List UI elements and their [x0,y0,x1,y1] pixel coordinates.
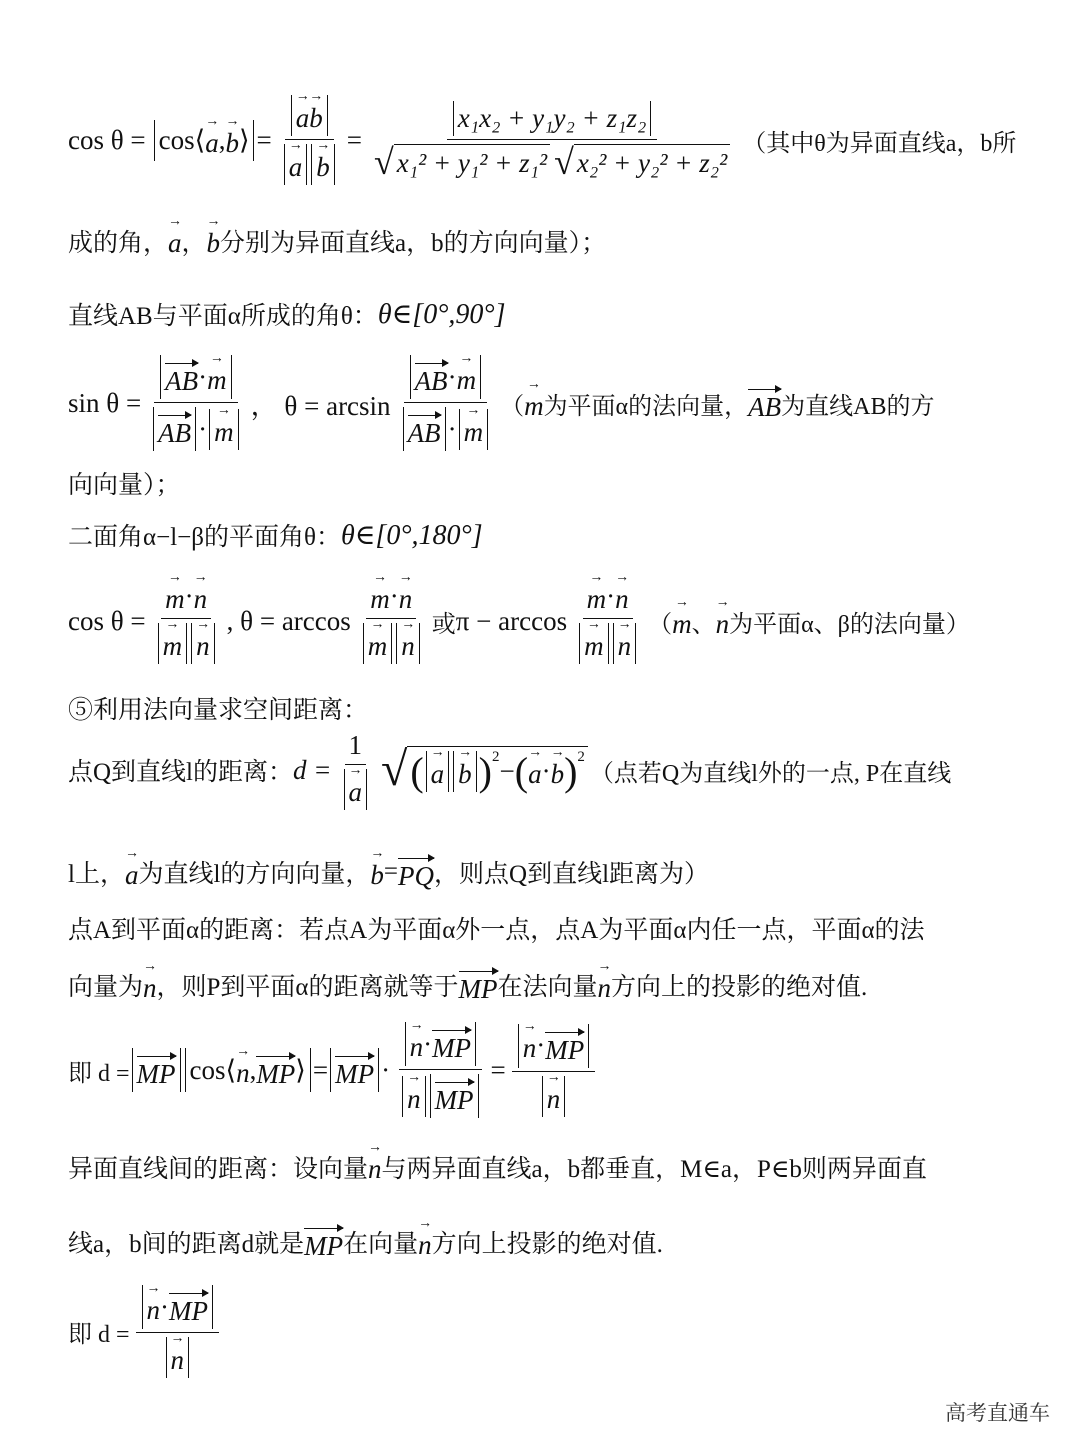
vector-n: n → [716,603,730,640]
text: 点Q到直线l的距离： [68,759,294,786]
text: · [389,581,399,611]
text: = [256,124,272,155]
text: · [423,1028,433,1059]
text: ⑤利用法向量求空间距离： [68,697,369,724]
text: = [490,1054,506,1085]
text: （ [500,393,525,420]
text: ( [514,748,529,794]
vector-b: b → [458,753,472,790]
text: （其中θ为异面直线a，b所 [742,130,1017,157]
text: 成的角， [68,229,169,257]
text: ，则P到平面α的距离就等于 [156,974,459,1001]
text: − [499,756,515,786]
vector-a: a → [431,753,445,790]
text: 在向量 [343,1231,419,1258]
text: 向向量）； [68,472,181,499]
vector-MP: MP [432,1030,471,1064]
text: ) [564,748,578,794]
text: = [383,858,399,885]
text: 1 [345,730,367,765]
fraction [512,1024,595,1117]
vector-PQ: PQ [398,858,434,892]
text: · [160,1291,170,1322]
text: = [346,124,362,155]
vector-m: m → [672,603,692,640]
text: · [198,413,208,444]
fraction [357,578,426,664]
vector-a: a → [296,97,310,134]
vector-n: n → [547,1078,561,1115]
text-line [68,1148,927,1185]
text: 、 [691,611,716,638]
vector-n: n → [196,625,210,662]
formula-point-line-distance [68,730,951,810]
text: 为直线AB的方 [781,393,935,420]
vector-a: a → [349,771,363,808]
text: ， θ = arcsin [250,390,391,421]
vector-AB: AB [165,363,198,397]
vector-a: a → [125,854,139,891]
vector-n: n → [598,967,612,1004]
fraction: x₁x₂ + y₁y₂ + z₁z₂ √ x₁² + y₁² + z₁² √ x₂² + y₂² + z₂² [368,101,736,180]
vector-n: n → [171,1339,185,1376]
vector-m: m → [587,578,607,615]
text: · [447,413,457,444]
text: x₂² + y₂² + z₂² [574,144,730,180]
text: · [606,581,616,611]
vector-n: n → [147,1289,161,1326]
vector-n: n → [399,578,413,615]
formula-point-plane-distance [68,1022,601,1118]
vector-b: b → [309,97,323,134]
vector-MP: MP [459,971,498,1005]
vector-b: b → [551,753,565,790]
vector-MP: MP [435,1082,474,1116]
text: , [218,124,226,155]
vector-b: b → [316,146,330,183]
text-line [68,222,606,259]
vector-m: m → [370,578,390,615]
text: cos θ = [68,605,146,636]
abs [154,120,255,161]
text: 向量为 [68,974,144,1001]
text: cos⟨ [158,124,206,155]
text: x₁x₂ + y₁y₂ + z₁z₂ [453,101,652,136]
text-line [68,517,483,553]
text: （点若Q为直线l外的一点, P在直线 [589,760,952,787]
vector-n: n → [418,1224,432,1261]
vector-m: m → [214,411,234,448]
vector-MP: MP [169,1293,208,1327]
text-line [68,965,867,1005]
text: 2 [577,749,585,765]
vector-m: m → [457,359,477,396]
fraction [338,730,374,810]
formula-skew-lines-angle [68,95,1016,185]
text: 与两异面直线a，b都垂直，M∈a，P∈b则两异面直 [381,1155,927,1183]
text: 即 d = [68,1060,130,1087]
text: , θ = arccos [226,605,351,636]
text: 二面角α−l−β的平面角θ： [68,524,341,551]
formula-dihedral-angle [68,578,970,664]
text: ⟩ [295,1054,306,1085]
fraction [147,355,245,451]
vector-m: m → [584,625,604,662]
vector-AB: AB [748,389,781,423]
vector-n: n → [615,578,629,615]
text: （ [648,611,673,638]
vector-b: b → [370,854,384,891]
text-line [68,1222,663,1262]
text: ， [181,229,207,257]
text: = [312,1054,329,1085]
vector-AB: AB [158,415,191,449]
vector-MP: MP [335,1056,374,1090]
vector-n: n → [410,1026,424,1063]
watermark: 高考直通车 [945,1401,1050,1425]
text: d = [293,754,332,785]
sqrt: √ ( a → b → ) $^2$ − ( a → · b → ) $^2$ [381,746,588,794]
text: · [381,1054,391,1085]
vector-MP: MP [304,1228,343,1262]
text: 为平面α、β的法向量） [729,611,970,638]
formula-skew-lines-distance [68,1285,225,1378]
vector-m: m → [207,359,227,396]
text: x₁² + y₁² + z₁² [394,144,550,180]
vector-AB: AB [408,415,441,449]
text: 点A到平面α的距离：若点A为平面α外一点，点A为平面α内任一点，平面α的法 [68,917,925,944]
vector-n: n → [401,625,415,662]
text: ( [410,748,424,794]
fraction [152,578,221,664]
text: θ∈[0°,90°] [377,299,506,330]
vector-MP: MP [137,1056,176,1090]
text: 方向上的投影的绝对值. [611,974,868,1001]
text: · [536,1030,546,1060]
vector-m: m → [524,385,544,422]
text: cos θ = [68,124,146,155]
vector-n: n → [618,625,632,662]
text: 方向上投影的绝对值. [431,1231,663,1258]
text: ，则点Q到直线l距离为） [434,861,710,888]
fraction [136,1285,219,1378]
text: 在法向量 [497,974,598,1001]
text: l上， [68,861,125,888]
vector-AB: AB [415,363,448,397]
text-line [68,296,505,332]
vector-m: m → [163,625,183,662]
fraction [278,95,341,185]
text: 异面直线间的距离：设向量 [68,1155,369,1183]
vector-n: n → [523,1027,537,1064]
formula-line-plane-angle [68,355,934,451]
text: 直线AB与平面α所成的角θ： [68,303,378,330]
text: sin θ = [68,387,142,418]
text: ) [478,748,492,794]
vector-a: a → [205,122,219,159]
vector-a: a → [528,753,542,790]
vector-m: m → [165,578,185,615]
vector-a: a → [289,146,303,183]
vector-n: n → [194,578,208,615]
text: 为平面α的法向量， [543,393,749,420]
text-line [68,852,709,892]
text: 即 d = [68,1322,130,1348]
vector-a: a → [168,222,182,259]
text-line [68,465,181,501]
text: 为直线l的方向向量， [138,861,371,888]
text: ⟩ [238,124,250,155]
text: · [198,361,208,392]
vector-b: b → [225,122,239,159]
vector-m: m → [464,411,484,448]
vector-MP: MP [545,1032,584,1066]
text: , [249,1054,257,1085]
fraction [397,355,495,451]
vector-n: n → [407,1078,421,1115]
text: 分别为异面直线a，b的方向向量）； [220,229,607,257]
vector-MP: MP [256,1056,295,1090]
vector-n: n → [236,1052,250,1089]
vector-b: b → [207,222,221,259]
text: 2 [492,749,500,765]
text: cos⟨ [189,1054,237,1085]
text: · [447,361,457,392]
text: · [541,756,551,786]
fraction [573,578,642,664]
text: π − arccos [455,605,568,636]
text: 线a，b间的距离d就是 [68,1231,305,1258]
vector-n: n → [368,1148,382,1185]
vector-m: m → [368,625,388,662]
fraction [396,1022,484,1118]
text: 或 [431,611,456,638]
text-line [68,910,925,946]
vector-n: n → [143,967,157,1004]
text: θ∈[0°,180°] [340,520,483,551]
section-heading [68,690,368,726]
text: · [184,581,194,611]
